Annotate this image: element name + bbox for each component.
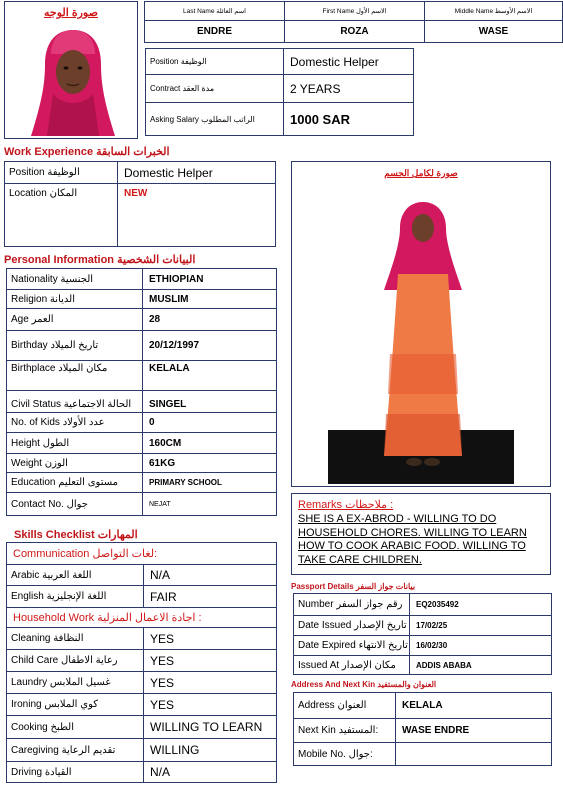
date-expired-label: Date Expired تاريخ الانتهاء (294, 636, 410, 656)
address-label: Address العنوان (294, 693, 396, 719)
next-kin-label: Next Kin المستفيد: (294, 719, 396, 743)
personal-info-table (6, 268, 277, 516)
contract-label: Contract مدة العقد (146, 75, 284, 103)
experience-position-label: Position الوظيفة (5, 162, 118, 184)
work-experience-title: Work Experience الخبرات السابقة (4, 146, 170, 158)
civil-status-value: SINGEL (143, 391, 277, 413)
body-photo-box (291, 161, 551, 487)
experience-position-value: Domestic Helper (118, 162, 276, 184)
skills-table (6, 542, 277, 783)
next-kin-value: WASE ENDRE (396, 719, 552, 743)
passport-number-value: EQ2035492 (410, 594, 552, 616)
education-label: Education مستوى التعليم (7, 473, 143, 493)
ironing-value: YES (144, 694, 277, 716)
cooking-label: Cooking الطبخ (7, 716, 144, 739)
arabic-label: Arabic اللغة العربية (7, 565, 144, 586)
date-issued-label: Date Issued تاريخ الإصدار (294, 616, 410, 636)
birthday-label: Birthday تاريخ الميلاد (7, 331, 143, 361)
first-name-value: ROZA (285, 21, 425, 43)
remarks-title: Remarks ملاحظات : (298, 499, 394, 511)
laundry-value: YES (144, 672, 277, 694)
remarks-text: SHE IS A EX-ABROD - WILLING TO DO HOUSEHOLD CHORES. WILLING TO LEARN HOW TO COOK ARABIC FOOD. WILLING TO TAKE CARE CHILDREN. (298, 513, 527, 566)
address-table (293, 692, 552, 766)
face-photo (23, 24, 123, 136)
religion-value: MUSLIM (143, 290, 277, 309)
passport-title: Passport Details بيانات جواز السفر (291, 582, 416, 591)
salary-label: Asking Salary الراتب المطلوب (146, 103, 284, 136)
height-value: 160CM (143, 433, 277, 454)
caregiving-label: Caregiving تقديم الرعاية (7, 739, 144, 762)
salary-value: 1000 SAR (284, 103, 414, 136)
first-name-header: First Name الاسم الأول (285, 2, 425, 21)
communication-title: Communication لغات التواصل: (7, 543, 277, 565)
weight-value: 61KG (143, 454, 277, 473)
childcare-label: Child Care رعاية الاطفال (7, 650, 144, 672)
issued-at-value: ADDIS ABABA (410, 656, 552, 675)
laundry-label: Laundry غسيل الملابس (7, 672, 144, 694)
education-value: PRIMARY SCHOOL (143, 473, 277, 493)
childcare-value: YES (144, 650, 277, 672)
last-name-header: Last Name اسم العائلة (145, 2, 285, 21)
work-experience-table (4, 161, 276, 247)
personal-info-title: Personal Information البيانات الشخصية (4, 254, 196, 266)
position-label: Position الوظيفة (146, 49, 284, 75)
kids-value: 0 (143, 413, 277, 433)
arabic-value: N/A (144, 565, 277, 586)
date-expired-value: 16/02/30 (410, 636, 552, 656)
contact-value: NEJAT (143, 493, 277, 516)
passport-table (293, 593, 552, 675)
skills-title: Skills Checklist المهارات (14, 529, 138, 541)
issued-at-label: Issued At مكان الإصدار (294, 656, 410, 675)
birthplace-value: KELALA (143, 361, 277, 391)
contact-label: Contact No. جوال (7, 493, 143, 516)
nationality-label: Nationality الجنسية (7, 269, 143, 290)
english-label: English اللغة الإنجليزية (7, 586, 144, 608)
kids-label: No. of Kids عدد الأولاد (7, 413, 143, 433)
civil-status-label: Civil Status الحالة الاجتماعية (7, 391, 143, 413)
face-photo-title: صورة الوجه (44, 7, 98, 19)
english-value: FAIR (144, 586, 277, 608)
job-table (145, 48, 414, 136)
passport-number-label: Number رقم جواز السفر (294, 594, 410, 616)
age-label: Age العمر (7, 309, 143, 331)
mobile-value (396, 743, 552, 766)
address-value: KELALA (396, 693, 552, 719)
birthplace-label: Birthplace مكان الميلاد (7, 361, 143, 391)
weight-label: Weight الوزن (7, 454, 143, 473)
age-value: 28 (143, 309, 277, 331)
remarks-box (291, 493, 551, 575)
caregiving-value: WILLING (144, 739, 277, 762)
middle-name-value: WASE (425, 21, 563, 43)
height-label: Height الطول (7, 433, 143, 454)
driving-value: N/A (144, 762, 277, 783)
experience-location-label: Location المكان (5, 184, 118, 247)
position-value: Domestic Helper (284, 49, 414, 75)
nationality-value: ETHIOPIAN (143, 269, 277, 290)
body-photo (328, 194, 514, 484)
household-title: Household Work اجادة الاعمال المنزلية : (7, 608, 277, 628)
mobile-label: Mobile No. جوال: (294, 743, 396, 766)
contract-value: 2 YEARS (284, 75, 414, 103)
last-name-value: ENDRE (145, 21, 285, 43)
cleaning-label: Cleaning النظافة (7, 628, 144, 650)
ironing-label: Ironing كوي الملابس (7, 694, 144, 716)
address-title: Address And Next Kin العنوان والمستفيد (291, 680, 437, 689)
cleaning-value: YES (144, 628, 277, 650)
body-photo-title: صورة لكامل الجسم (384, 168, 458, 178)
face-photo-box (4, 1, 138, 139)
name-table (144, 1, 563, 43)
religion-label: Religion الديانة (7, 290, 143, 309)
cooking-value: WILLING TO LEARN (144, 716, 277, 739)
date-issued-value: 17/02/25 (410, 616, 552, 636)
experience-location-value: NEW (118, 184, 276, 247)
driving-label: Driving القيادة (7, 762, 144, 783)
middle-name-header: Middle Name الاسم الأوسط (425, 2, 563, 21)
birthday-value: 20/12/1997 (143, 331, 277, 361)
